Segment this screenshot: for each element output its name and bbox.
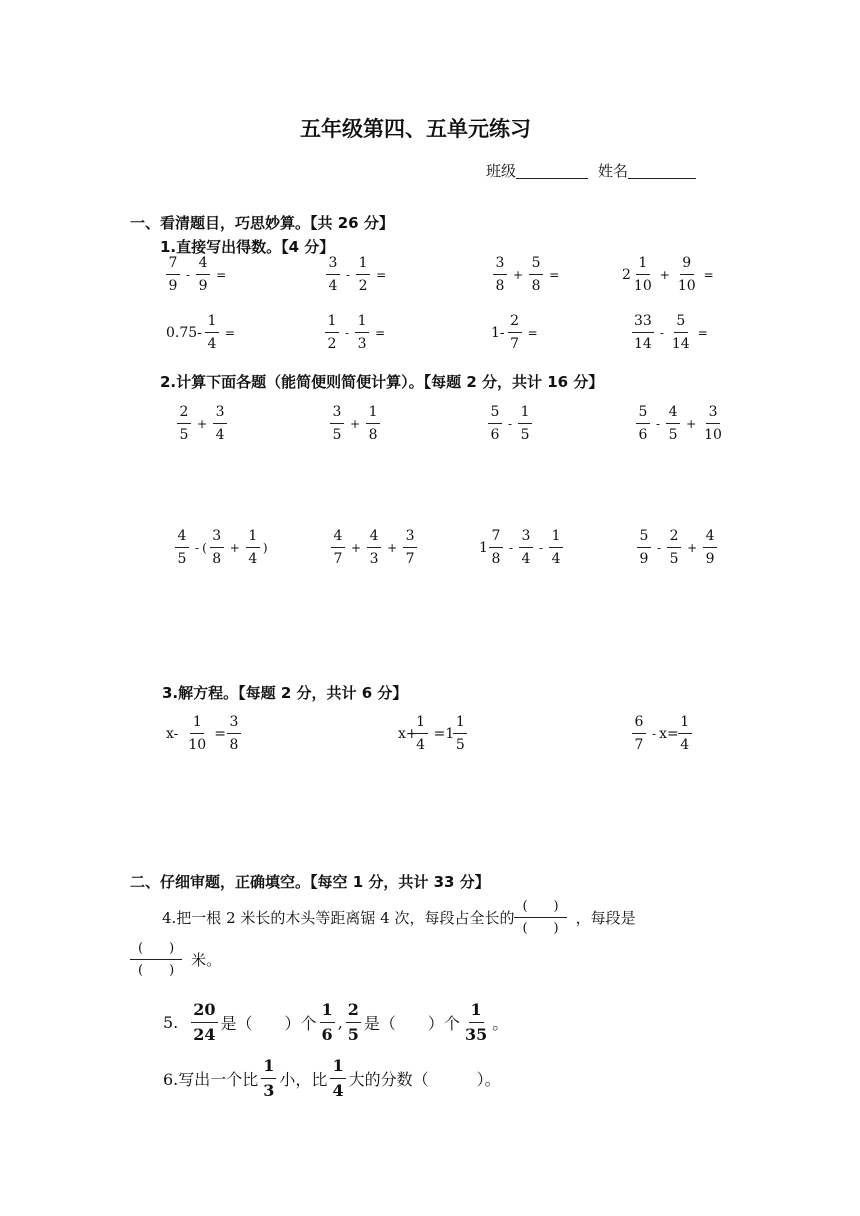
- fraction: $\frac{2}{5}$: [667, 529, 681, 566]
- fraction: $\frac{3}{8}$: [227, 715, 241, 752]
- fraction: $\frac{1}{5}$: [518, 405, 532, 442]
- fraction: $\frac{3}{4}$: [213, 405, 227, 442]
- fraction: $\frac{4}{5}$: [666, 405, 680, 442]
- fraction: $\frac{3}{7}$: [403, 529, 417, 566]
- q2-item-5: $\frac{4}{5}$ - ( $\frac{3}{8}$ + $\frac{1}{4}$ ): [172, 529, 268, 566]
- answer-fraction[interactable]: $\frac{( )}{( )}$: [130, 942, 182, 977]
- fraction: $\frac{9}{10}$: [677, 255, 696, 294]
- fraction: $\frac{7}{9}$: [166, 256, 180, 293]
- q2-item-8: $\frac{5}{9}$ - $\frac{2}{5}$ + $\frac{4}{9}$: [634, 529, 720, 566]
- fraction: $\frac{1}{35}$: [464, 1000, 488, 1044]
- q2-heading: 2.计算下面各题（能简便则简便计算）。【每题 2 分，共计 16 分】: [160, 373, 604, 391]
- fraction: $\frac{1}{2}$: [325, 314, 339, 351]
- fraction: $\frac{5}{6}$: [636, 405, 650, 442]
- fraction: $\frac{1}{2}$: [356, 256, 370, 293]
- fraction: $\frac{5}{6}$: [488, 405, 502, 442]
- q5: 5. $\frac{20}{24}$ 是（ ）个 $\frac{1}{6}$ , $\frac{2}{5}$ 是（ ）个 $\frac{1}{35}$ 。: [163, 1000, 509, 1044]
- q2-item-2: $\frac{3}{5}$ + $\frac{1}{8}$: [327, 405, 383, 442]
- fraction: $\frac{5}{14}$: [671, 313, 690, 352]
- name-label: 姓名: [598, 162, 629, 180]
- q2-item-3: $\frac{5}{6}$ - $\frac{1}{5}$: [485, 405, 535, 442]
- q1-item-8: $\frac{33}{14}$ - $\frac{5}{14}$ =: [634, 313, 708, 352]
- fraction: $\frac{1}{4}$: [678, 715, 692, 752]
- fraction: $\frac{1}{4}$: [205, 314, 219, 351]
- fraction: $\frac{1}{10}$: [188, 714, 207, 753]
- fraction: $\frac{5}{8}$: [529, 256, 543, 293]
- q2-item-1: $\frac{2}{5}$ + $\frac{3}{4}$: [174, 405, 230, 442]
- fraction: $\frac{1}{3}$: [355, 314, 369, 351]
- q3-heading: 3.解方程。【每题 2 分，共计 6 分】: [162, 684, 408, 702]
- fraction: $\frac{20}{24}$: [193, 1000, 216, 1044]
- fraction: $\frac{1}{10}$: [633, 255, 652, 294]
- q1-item-1: $\frac{7}{9}$ - $\frac{4}{9}$ =: [163, 256, 229, 293]
- q2-item-4: $\frac{5}{6}$ - $\frac{4}{5}$ + $\frac{3}{10}$: [633, 405, 727, 442]
- fraction: $\frac{3}{5}$: [330, 405, 344, 442]
- fraction: $\frac{3}{8}$: [493, 256, 507, 293]
- q1-item-4: 2 $\frac{1}{10}$ + $\frac{9}{10}$ =: [622, 255, 714, 294]
- class-label: 班级: [486, 162, 517, 180]
- fraction: $\frac{1}{8}$: [366, 405, 380, 442]
- fraction: $\frac{1}{6}$: [321, 1000, 333, 1044]
- fraction: $\frac{1}{5}$: [453, 715, 467, 752]
- q4-line-2: $\frac{( )}{( )}$ 米。: [130, 942, 221, 977]
- q3-equation-1: x- $\frac{1}{10}$ = $\frac{3}{8}$: [166, 715, 244, 752]
- fraction: $\frac{1}{4}$: [332, 1056, 344, 1100]
- fraction: $\frac{5}{9}$: [637, 529, 651, 566]
- fraction: $\frac{6}{7}$: [632, 715, 646, 752]
- q1-item-2: $\frac{3}{4}$ - $\frac{1}{2}$ =: [323, 256, 389, 293]
- fraction: $\frac{4}{3}$: [367, 529, 381, 566]
- q3-equation-3: $\frac{6}{7}$ - x= $\frac{1}{4}$: [629, 715, 695, 752]
- q4-line-1: 4.把一根 2 米长的木头等距离锯 4 次，每段占全长的 $\frac{( )}{( )}$ ，每段是: [162, 899, 636, 936]
- fraction: $\frac{3}{8}$: [210, 529, 224, 566]
- q1-item-7: 1- $\frac{2}{7}$ =: [491, 313, 538, 352]
- fraction: $\frac{2}{7}$: [508, 314, 522, 351]
- fraction: $\frac{33}{14}$: [634, 313, 652, 352]
- section-2-heading: 二、仔细审题，正确填空。【每空 1 分，共计 33 分】: [130, 873, 490, 891]
- page-title: 五年级第四、五单元练习: [300, 117, 531, 141]
- fraction: $\frac{2}{5}$: [347, 1000, 359, 1044]
- q6: 6.写出一个比 $\frac{1}{3}$ 小，比 $\frac{1}{4}$ 大的分数（ ）。: [163, 1056, 501, 1100]
- q3-equation-2: x+ $\frac{1}{4}$ =1 $\frac{1}{5}$: [398, 715, 470, 752]
- fraction: $\frac{4}{9}$: [703, 529, 717, 566]
- q2-item-7: 1 $\frac{7}{8}$ - $\frac{3}{4}$ - $\frac{1}{4}$: [479, 529, 566, 566]
- fraction: $\frac{4}{7}$: [331, 529, 345, 566]
- fraction: $\frac{3}{4}$: [519, 529, 533, 566]
- fraction: $\frac{1}{4}$: [246, 529, 260, 566]
- name-blank[interactable]: [628, 162, 696, 179]
- fraction: $\frac{2}{5}$: [177, 405, 191, 442]
- q1-item-3: $\frac{3}{8}$ + $\frac{5}{8}$ =: [490, 256, 562, 293]
- q2-item-6: $\frac{4}{7}$ + $\frac{4}{3}$ + $\frac{3}{7}$: [328, 529, 420, 566]
- fraction: $\frac{3}{4}$: [326, 256, 340, 293]
- answer-fraction[interactable]: $\frac{( )}{( )}$: [514, 900, 566, 935]
- student-info: [486, 160, 696, 181]
- fraction: $\frac{1}{4}$: [549, 529, 563, 566]
- class-blank[interactable]: [516, 162, 588, 179]
- fraction: $\frac{4}{5}$: [175, 529, 189, 566]
- fraction: $\frac{1}{4}$: [414, 715, 428, 752]
- fraction: $\frac{7}{8}$: [489, 529, 503, 566]
- fraction: $\frac{4}{9}$: [196, 256, 210, 293]
- section-1-heading: 一、看清题目，巧思妙算。【共 26 分】: [130, 214, 394, 232]
- q1-item-5: 0.75- $\frac{1}{4}$ =: [166, 313, 235, 352]
- fraction: $\frac{3}{10}$: [704, 404, 722, 443]
- q1-item-6: $\frac{1}{2}$ - $\frac{1}{3}$ =: [322, 314, 388, 351]
- fraction: $\frac{1}{3}$: [263, 1056, 275, 1100]
- q1-heading: 1.直接写出得数。【4 分】: [160, 238, 335, 256]
